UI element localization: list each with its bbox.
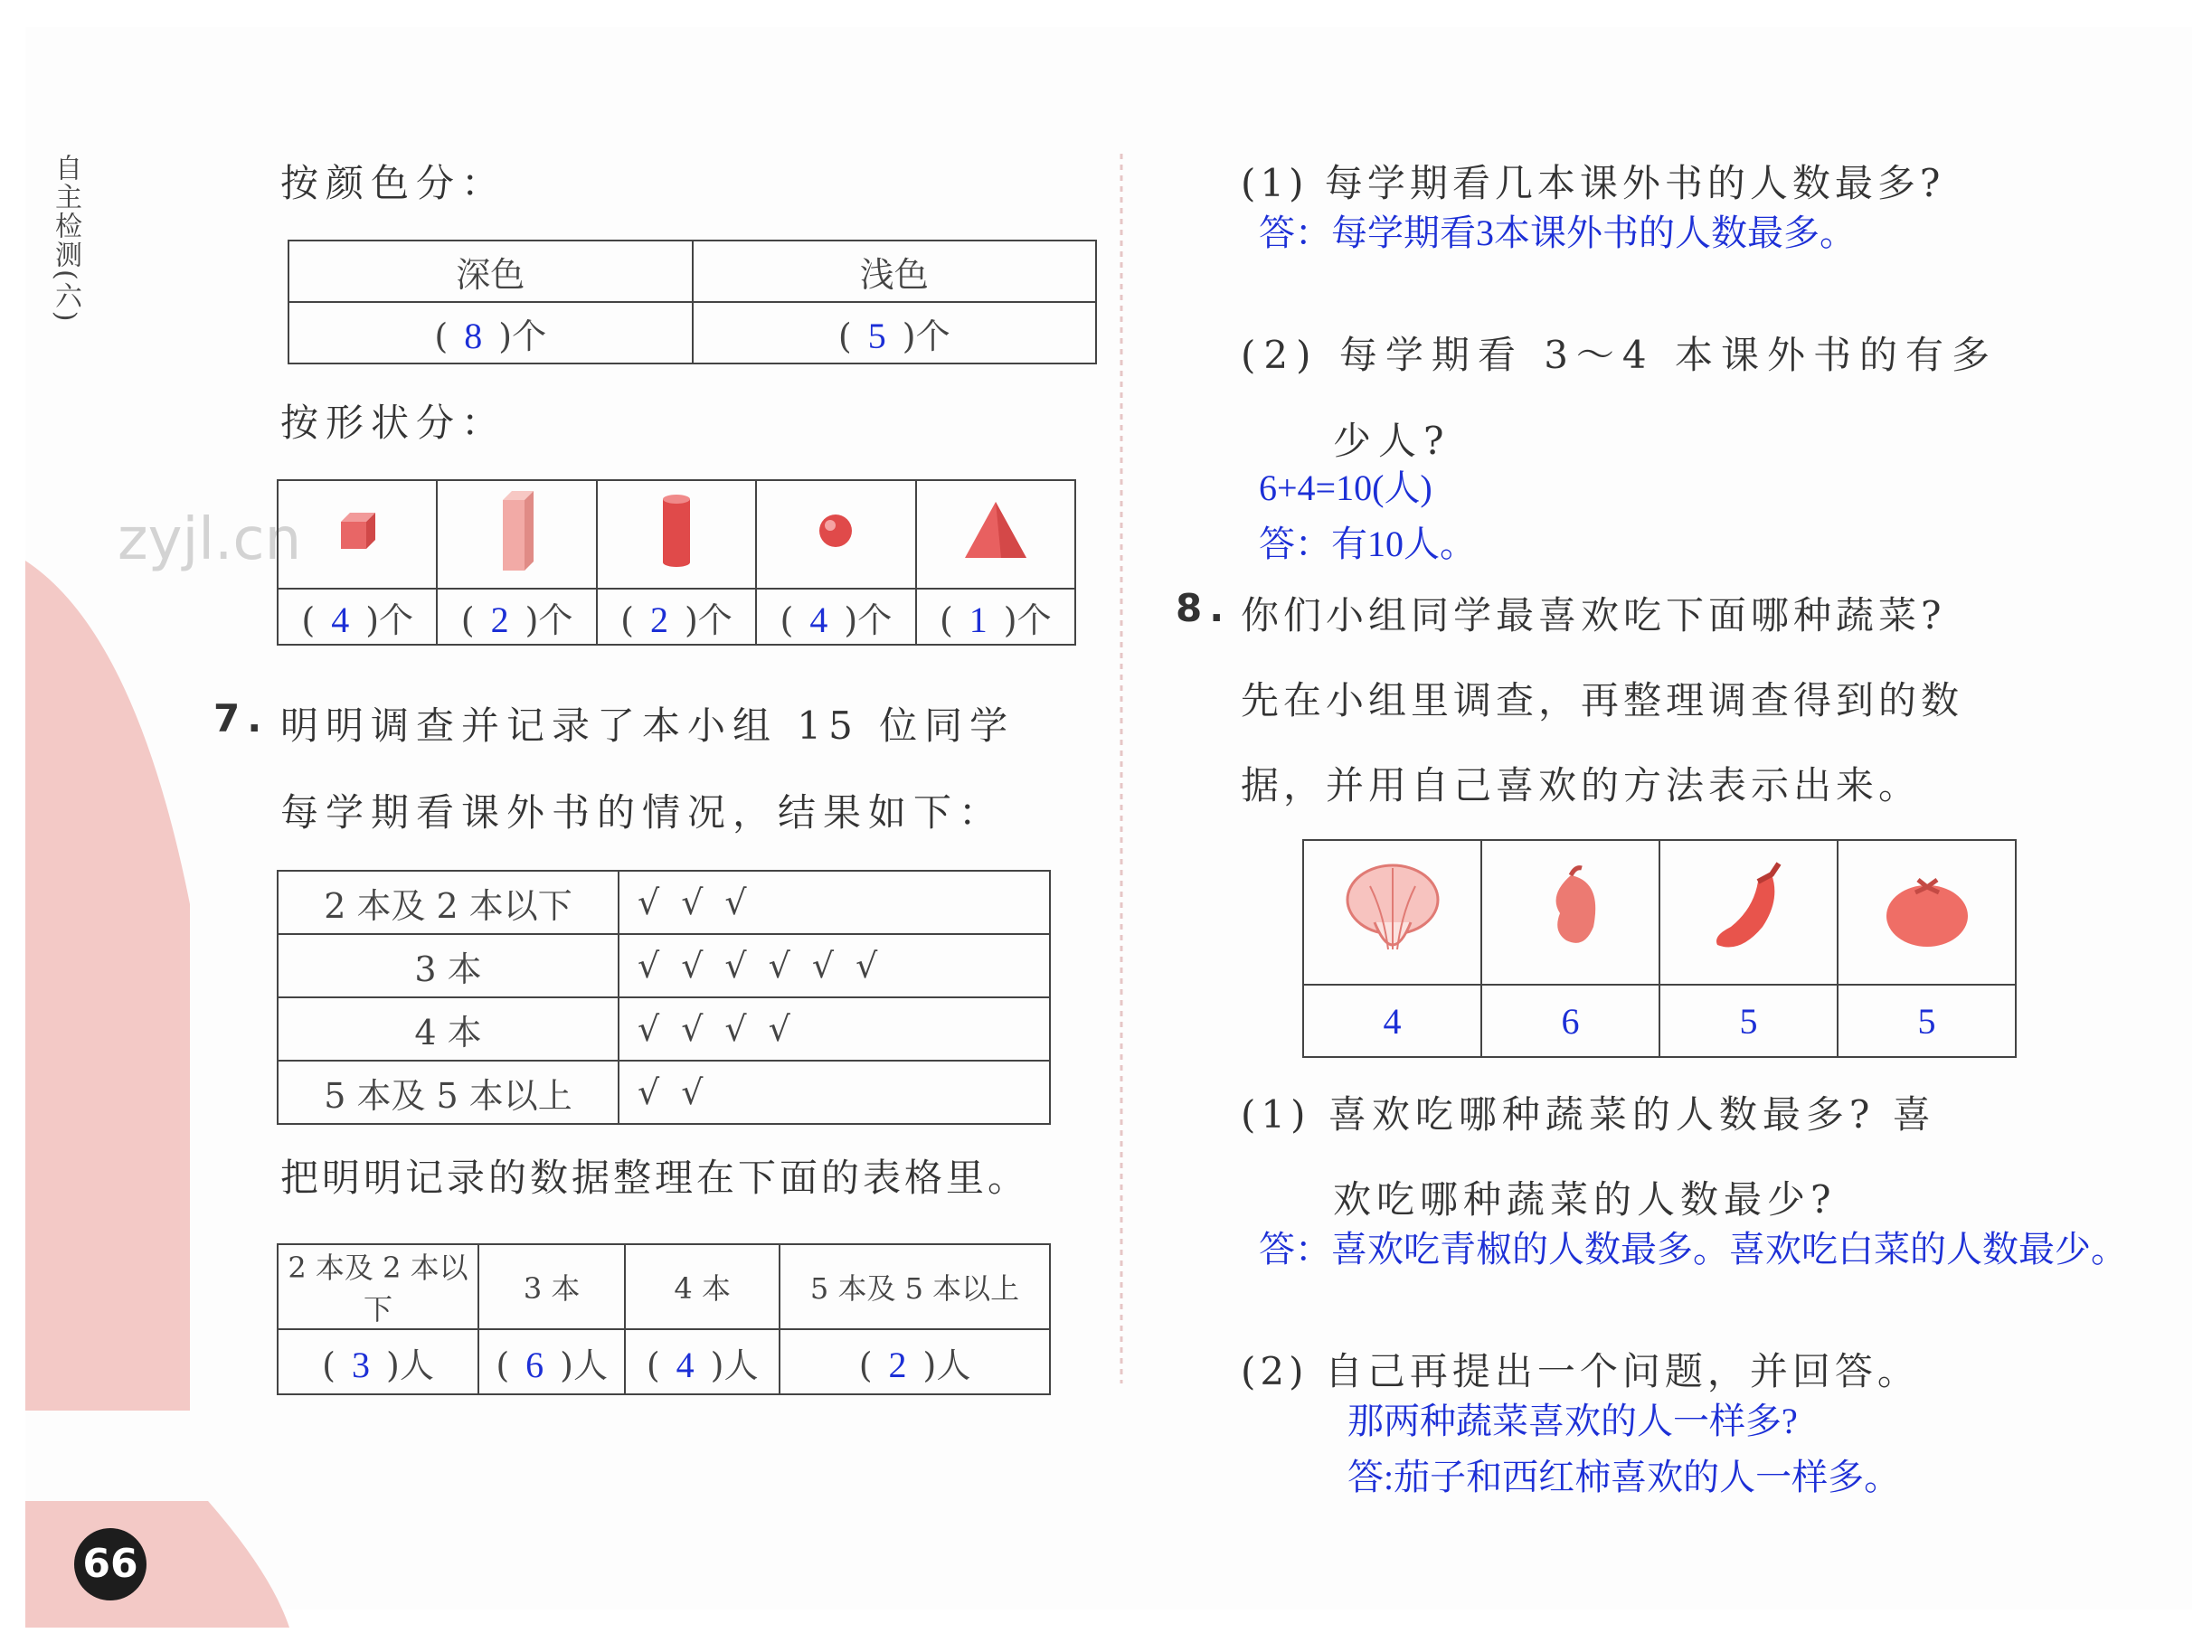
color-header-light: 浅色 — [693, 241, 1097, 302]
unit-label: 个 — [538, 599, 573, 640]
unit-label: 人 — [572, 1345, 608, 1385]
unit-label: 个 — [697, 599, 733, 640]
page-number: 66 — [74, 1528, 147, 1600]
color-cell-light: ( 5 )个 — [693, 302, 1097, 363]
q8-line3: 据，并用自己喜欢的方法表示出来。 — [1241, 763, 1922, 807]
veg-value: 4 — [1383, 1000, 1402, 1042]
veg-count-tomato — [1838, 985, 2016, 1057]
shape-cell-cuboid — [437, 480, 596, 589]
summary-header: 3 本 — [478, 1244, 625, 1329]
unit-label: 个 — [1016, 599, 1052, 640]
veg-cell-eggplant — [1659, 840, 1838, 985]
sphere-icon — [813, 508, 858, 553]
tally-table — [277, 870, 1051, 1125]
watermark: zyjl.cn — [118, 506, 302, 573]
unit-label: 个 — [915, 316, 950, 356]
summary-value: 6 — [525, 1344, 544, 1385]
side-label: 自主检测(六) — [50, 154, 81, 324]
q8-2-question: (2) 自己再提出一个问题，并回答。 — [1241, 1349, 1920, 1393]
summary-count: ( 2 )人 — [780, 1329, 1050, 1394]
triangle-icon — [959, 495, 1032, 567]
q7-2-line2: 少人? — [1333, 419, 1451, 463]
eggplant-icon — [1699, 854, 1799, 963]
q7-line2: 每学期看课外书的情况，结果如下： — [280, 790, 1005, 835]
shape-table — [277, 479, 1076, 646]
shape-count: ( 1 )个 — [916, 589, 1075, 645]
shape-value: 2 — [649, 599, 668, 640]
shape-count: ( 4 )个 — [756, 589, 915, 645]
color-table — [288, 240, 1097, 364]
tally-ticks: √√√√ — [619, 997, 1050, 1061]
summary-value: 2 — [888, 1344, 907, 1385]
tally-ticks: √√ — [619, 1061, 1050, 1124]
tally-label: 5 本及 5 本以上 — [278, 1061, 619, 1124]
shape-count: ( 4 )个 — [278, 589, 437, 645]
summary-count: ( 6 )人 — [478, 1329, 625, 1394]
unit-label: 个 — [512, 316, 547, 356]
shape-count: ( 2 )个 — [597, 589, 756, 645]
shape-value: 2 — [490, 599, 509, 640]
veg-count-cabbage — [1303, 985, 1481, 1057]
q8-2-answer: 答:茄子和西红柿喜欢的人一样多。 — [1347, 1457, 1901, 1497]
veg-value: 5 — [1739, 1000, 1758, 1042]
by-color-title: 按颜色分： — [280, 161, 507, 205]
q8-2-asked: 那两种蔬菜喜欢的人一样多? — [1347, 1401, 1798, 1441]
veg-cell-tomato — [1838, 840, 2016, 985]
summary-header: 2 本及 2 本以下 — [278, 1244, 478, 1329]
veg-count-pepper — [1481, 985, 1659, 1057]
summary-value: 3 — [352, 1344, 370, 1385]
cuboid-icon — [490, 486, 544, 576]
veg-value: 6 — [1561, 1000, 1580, 1042]
q7-line1: 明明调查并记录了本小组 15 位同学 — [280, 703, 1016, 748]
shape-value: 4 — [809, 599, 828, 640]
veg-cell-cabbage — [1303, 840, 1481, 985]
color-value-light: 5 — [867, 315, 886, 356]
q8-line1: 你们小组同学最喜欢吃下面哪种蔬菜? — [1241, 593, 1946, 637]
veg-value: 5 — [1917, 1000, 1936, 1042]
veg-count-eggplant — [1659, 985, 1838, 1057]
shape-value: 1 — [969, 599, 988, 640]
vegetable-table — [1302, 839, 2017, 1058]
shape-cell-triangle — [916, 480, 1075, 589]
veg-cell-pepper — [1481, 840, 1659, 985]
q8-line2: 先在小组里调查，再整理调查得到的数 — [1241, 678, 1964, 722]
q7-1-question: (1) 每学期看几本课外书的人数最多? — [1241, 161, 1945, 205]
q7-2-answer: 答：有10人。 — [1259, 524, 1476, 564]
tomato-icon — [1877, 864, 1977, 954]
tally-ticks: √√√√√√ — [619, 934, 1050, 997]
summary-table — [277, 1243, 1051, 1395]
cabbage-icon — [1334, 850, 1451, 968]
color-cell-dark: ( 8 )个 — [288, 302, 693, 363]
cube-icon — [330, 504, 384, 558]
q7-1-answer: 答：每学期看3本课外书的人数最多。 — [1259, 212, 1856, 253]
q8-1-line1: (1) 喜欢吃哪种蔬菜的人数最多? 喜 — [1241, 1092, 1936, 1137]
color-header-dark: 深色 — [288, 241, 693, 302]
cylinder-icon — [654, 490, 699, 571]
shape-cell-cylinder — [597, 480, 756, 589]
unit-label: 个 — [379, 599, 414, 640]
summary-count: ( 4 )人 — [625, 1329, 780, 1394]
q8-1-line2: 欢吃哪种蔬菜的人数最少? — [1333, 1177, 1837, 1222]
by-shape-title: 按形状分： — [280, 401, 507, 445]
tally-label: 2 本及 2 本以下 — [278, 871, 619, 934]
q7-number: 7. — [213, 696, 269, 741]
unit-label: 人 — [936, 1345, 971, 1385]
summary-header: 5 本及 5 本以上 — [780, 1244, 1050, 1329]
organize-text: 把明明记录的数据整理在下面的表格里。 — [280, 1156, 1030, 1200]
q8-1-answer: 答：喜欢吃青椒的人数最多。喜欢吃白菜的人数最少。 — [1259, 1229, 2127, 1270]
color-value-dark: 8 — [464, 315, 483, 356]
pepper-icon — [1526, 859, 1616, 958]
summary-value: 4 — [676, 1344, 695, 1385]
q8-number: 8. — [1176, 586, 1232, 630]
unit-label: 人 — [399, 1345, 434, 1385]
unit-label: 人 — [723, 1345, 759, 1385]
tally-label: 4 本 — [278, 997, 619, 1061]
q7-2-line1: (2) 每学期看 3～4 本课外书的有多 — [1241, 333, 1998, 377]
shape-cell-sphere — [756, 480, 915, 589]
shape-count: ( 2 )个 — [437, 589, 596, 645]
unit-label: 个 — [857, 599, 893, 640]
shape-value: 4 — [331, 599, 350, 640]
q7-2-calc: 6+4=10(人) — [1259, 467, 1432, 508]
shape-cell-cube — [278, 480, 437, 589]
tally-ticks: √√√ — [619, 871, 1050, 934]
tally-label: 3 本 — [278, 934, 619, 997]
summary-count: ( 3 )人 — [278, 1329, 478, 1394]
summary-header: 4 本 — [625, 1244, 780, 1329]
